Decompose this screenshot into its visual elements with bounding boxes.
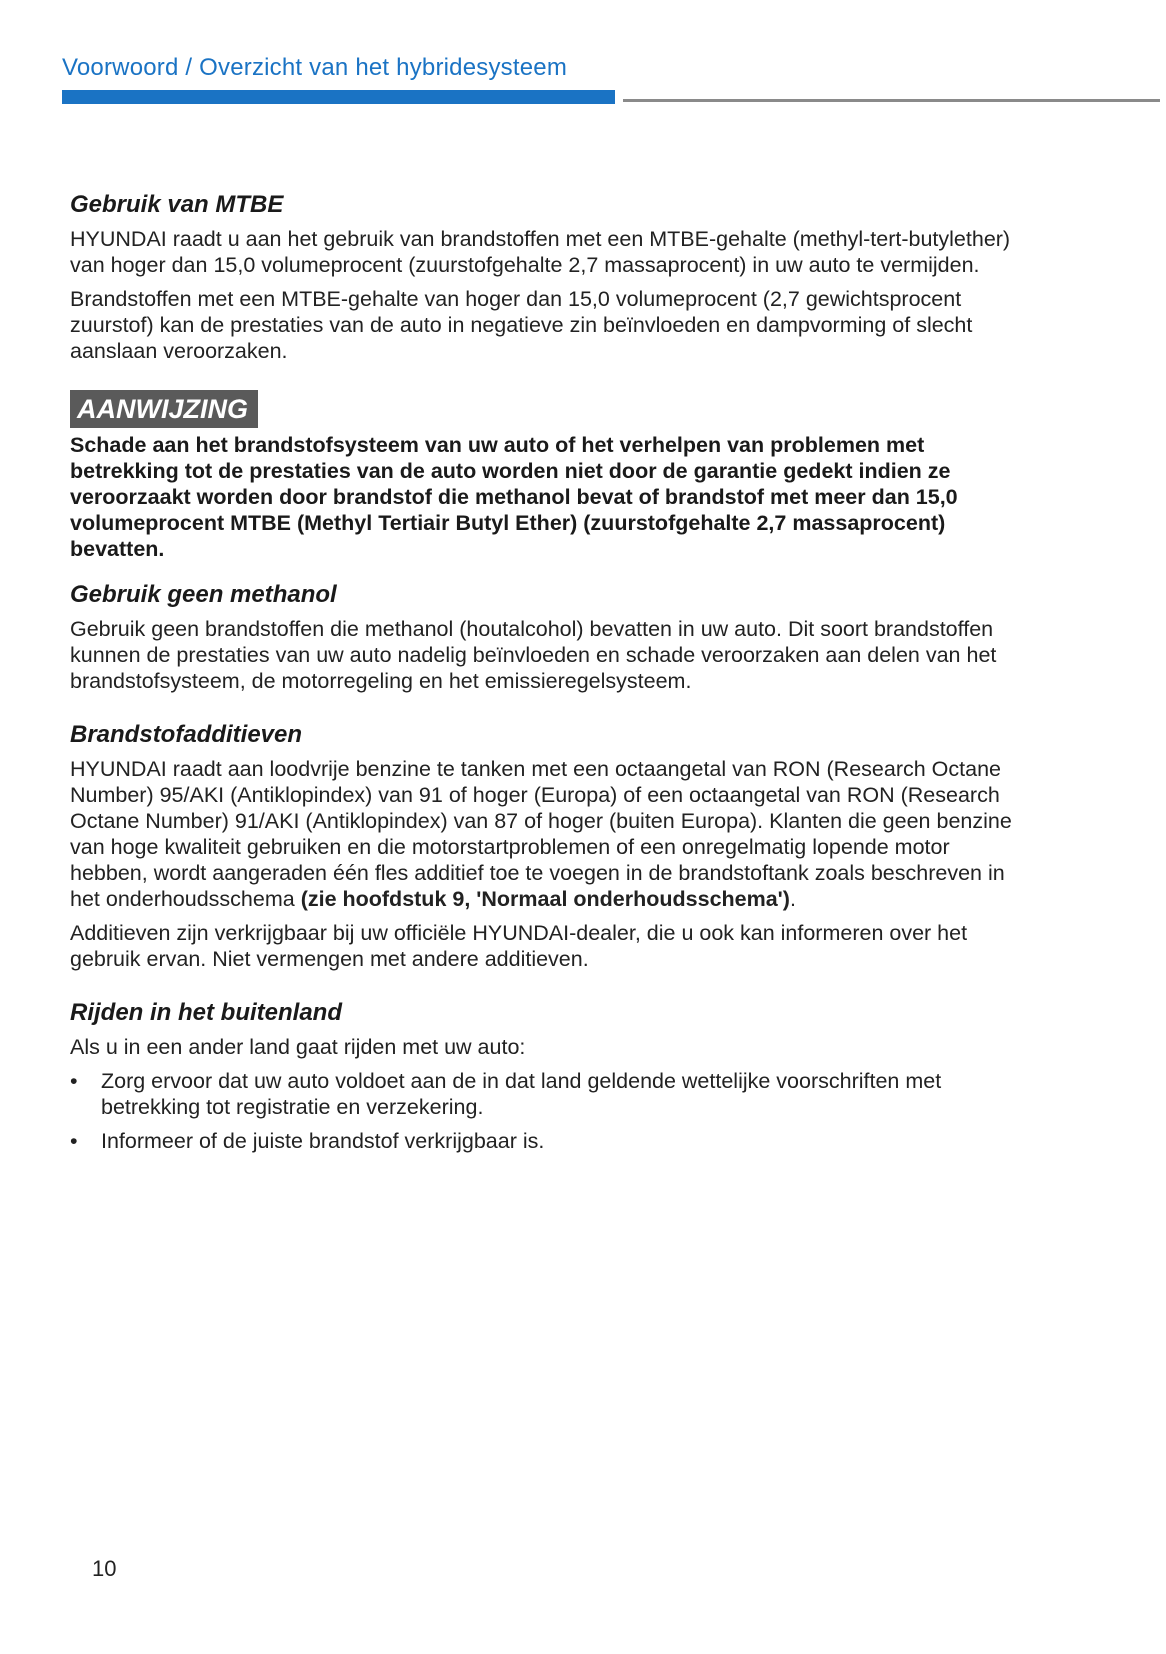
section-title-mtbe: Gebruik van MTBE	[70, 191, 284, 218]
list-item	[70, 1128, 1030, 1154]
paragraph: HYUNDAI raadt u aan het gebruik van brandstoffen met een MTBE-gehalte (methyl-tert-butylether) van hoger dan 15,0 volumeprocent (zuurstofgehalte 2,7 massaprocent) in uw auto te vermijden.	[70, 227, 1011, 277]
chapter-reference: (zie hoofdstuk 9, 'Normaal onderhoudsschema')	[300, 887, 790, 911]
notice-box	[70, 390, 1030, 562]
header-rule	[623, 99, 1160, 102]
paragraph: Als u in een ander land gaat rijden met uw auto:	[70, 1035, 526, 1059]
header-title: Voorwoord / Overzicht van het hybridesysteem	[62, 54, 568, 81]
section-title-additives: Brandstofadditieven	[70, 721, 303, 748]
bullet-icon: •	[70, 1069, 78, 1093]
paragraph	[70, 756, 1030, 912]
page-header	[62, 52, 1160, 104]
list-item	[70, 1068, 1030, 1120]
bullet-list	[70, 1068, 1030, 1154]
paragraph: Brandstoffen met een MTBE-gehalte van hoger dan 15,0 volumeprocent (2,7 gewichtsprocent zuurstof) kan de prestaties van de auto in negatieve zin beïnvloeden en dampvorming of slecht aanslaan veroorzaken.	[70, 287, 973, 363]
list-item-text: Zorg ervoor dat uw auto voldoet aan de in dat land geldende wettelijke voorschriften met betrekking tot registratie en verzekering.	[101, 1069, 942, 1119]
bullet-icon: •	[70, 1129, 78, 1153]
paragraph-end: .	[789, 887, 796, 911]
notice-label: AANWIJZING	[70, 390, 258, 428]
notice-text: Schade aan het brandstofsysteem van uw auto of het verhelpen van problemen met betrekking tot de prestaties van de auto worden niet door de garantie gedekt indien ze veroorzaakt worden door brandstof die methanol bevat of brandstof met meer dan 15,0 volumeprocent MTBE (Methyl Tertiair Butyl Ether) (zuurstofgehalte 2,7 massaprocent) bevatten.	[70, 433, 958, 561]
paragraph: Additieven zijn verkrijgbaar bij uw officiële HYUNDAI-dealer, die u ook kan informeren over het gebruik ervan. Niet vermengen met andere additieven.	[70, 921, 968, 971]
list-item-text: Informeer of de juiste brandstof verkrijgbaar is.	[101, 1129, 545, 1153]
paragraph-text: HYUNDAI raadt aan loodvrije benzine te tanken met een octaangetal van RON (Research Octane Number) 95/AKI (Antiklopindex) van 91 of hoger (Europa) of een octaangetal van RON (Research Octane Number) 91/AKI (Antiklopindex) van 87 of hoger (buiten Europa). Klanten die geen benzine van hoge kwaliteit gebruiken en die motorstartproblemen of een onregelmatig lopende motor hebben, wordt aangeraden één fles additief toe te voegen in de brandstoftank zoals beschreven in het onderhoudsschema	[70, 757, 1012, 911]
paragraph: Gebruik geen brandstoffen die methanol (houtalcohol) bevatten in uw auto. Dit soort brandstoffen kunnen de prestaties van uw auto nadelig beïnvloeden en schade veroorzaken aan delen van het brandstofsysteem, de motorregeling en het emissieregelsysteem.	[70, 617, 997, 693]
section-title-abroad: Rijden in het buitenland	[70, 999, 342, 1026]
header-accent-bar	[62, 90, 615, 104]
page-number: 10	[92, 1556, 117, 1581]
section-title-methanol: Gebruik geen methanol	[70, 581, 337, 608]
page-content	[70, 190, 1030, 1162]
